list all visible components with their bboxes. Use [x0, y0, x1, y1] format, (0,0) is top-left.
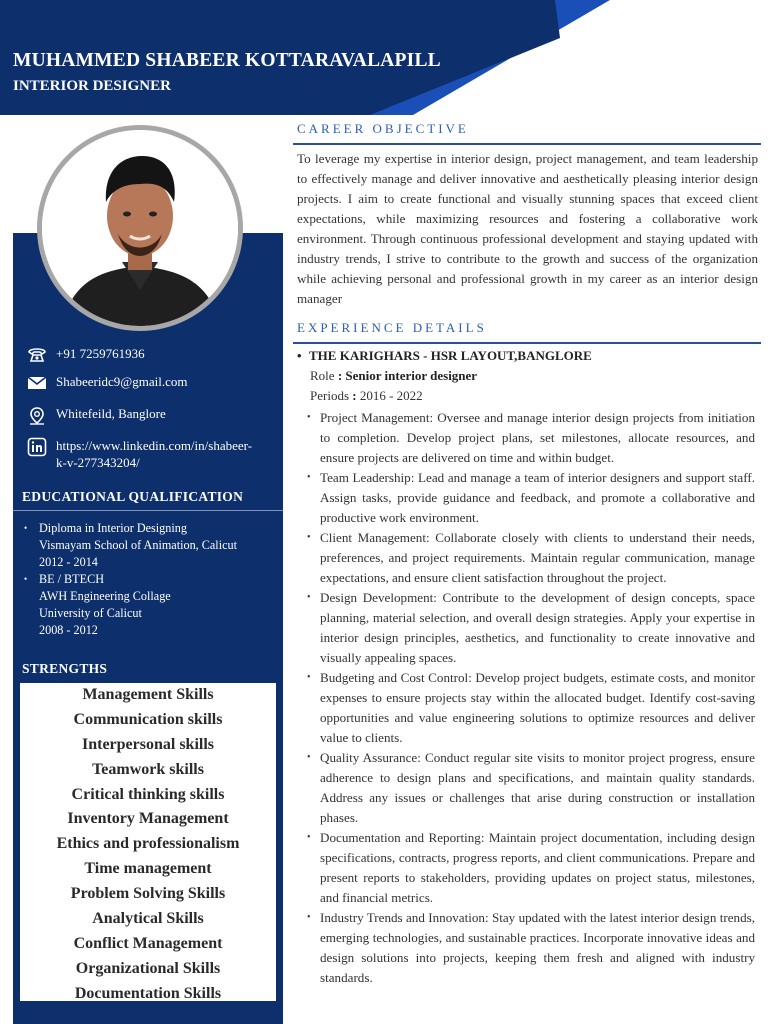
objective-heading: CAREER OBJECTIVE	[297, 121, 469, 136]
strength-item: Ethics and professionalism	[56, 835, 240, 853]
education-years: 2012 - 2014	[39, 555, 98, 569]
profile-photo-frame	[37, 125, 243, 331]
strength-item: Analytical Skills	[92, 910, 204, 928]
strength-item: Critical thinking skills	[71, 785, 225, 803]
linkedin-url[interactable]: https://www.linkedin.com/in/shabeer-k-v-277343204/	[56, 438, 253, 470]
duty-item: • Client Management: Collaborate closely with clients to understand their needs, preferences, and project requirements. Maintain regular communication, manage expectations, and ensure client satisfaction throughout the project.	[307, 528, 755, 588]
duties-list	[307, 408, 755, 988]
strength-item: Conflict Management	[73, 934, 223, 952]
education-university: University of Calicut	[39, 606, 142, 620]
company-name	[297, 348, 592, 364]
role-value: Senior interior designer	[345, 368, 478, 383]
location-pin-icon	[27, 406, 47, 424]
avatar-portrait	[42, 130, 238, 326]
role-label: Role	[310, 368, 335, 383]
linkedin-icon	[27, 437, 47, 455]
duty-item: • Quality Assurance: Conduct regular site visits to monitor project progress, ensure adherence to design plans and specifications, and maintain quality standards. Address any issues or challenges that arise during construction or installation phases.	[307, 748, 755, 828]
education-course: • BE / BTECH	[39, 572, 105, 586]
strength-item: Documentation Skills	[74, 984, 222, 1002]
experience-heading: EXPERIENCE DETAILS	[297, 320, 487, 335]
education-heading: EDUCATIONAL QUALIFICATION	[22, 489, 244, 504]
profile-photo	[42, 130, 238, 326]
education-item	[24, 571, 237, 639]
job-title: INTERIOR DESIGNER	[13, 78, 171, 94]
strength-item: Time management	[84, 860, 212, 878]
education-institution: Vismayam School of Animation, Calicut	[39, 538, 237, 552]
role-colon: :	[337, 368, 346, 383]
period-colon: :	[352, 388, 360, 403]
strength-item: Organizational Skills	[75, 959, 221, 977]
period-value: 2016 - 2022	[359, 388, 423, 403]
location-text: Whitefeild, Banglore	[56, 406, 166, 421]
strength-item: Problem Solving Skills	[70, 885, 226, 903]
role-line	[310, 368, 477, 384]
duty-item: • Industry Trends and Innovation: Stay updated with the latest interior design trends, emerging technologies, and sustainable practices. Incorporate innovative ideas and design solutions into projects, keeping them fresh and aligned with industry standards.	[307, 908, 755, 988]
mail-icon	[27, 374, 47, 392]
experience-divider	[293, 342, 761, 344]
education-years: 2008 - 2012	[39, 623, 98, 637]
duty-item: • Project Management: Oversee and manage interior design projects from initiation to completion. Develop project plans, set milestones, allocate resources, and ensure projects are delivered on time and within budget.	[307, 408, 755, 468]
phone-number[interactable]: +91 7259761936	[56, 346, 145, 361]
strengths-list	[20, 683, 276, 1001]
strength-item: Interpersonal skills	[81, 735, 214, 753]
objective-divider	[293, 143, 761, 145]
email-address[interactable]: Shabeeridc9@gmail.com	[56, 374, 188, 389]
company-label: THE KARIGHARS - HSR LAYOUT,BANGLORE	[309, 348, 592, 363]
phone-icon	[27, 346, 47, 364]
header-banner	[0, 0, 768, 115]
duty-item: • Documentation and Reporting: Maintain project documentation, including design specifications, contracts, progress reports, and client communications. Prepare and present reports to stakeholders, providing updates on project status, milestones, and financial metrics.	[307, 828, 755, 908]
duty-item: • Budgeting and Cost Control: Develop project budgets, estimate costs, and monitor expenses to ensure projects stay within the allocated budget. Identify cost-saving opportunities and value engineering solutions to optimize resources and deliver value to clients.	[307, 668, 755, 748]
strength-item: Communication skills	[73, 710, 223, 728]
candidate-name: MUHAMMED SHABEER KOTTARAVALAPILL	[13, 50, 441, 71]
objective-text: To leverage my expertise in interior design, project management, and team leadership to effectively manage and deliver innovative and aesthetically pleasing interior design projects. I aim to create functional and visually stunning spaces that exceed client expectations, while maximizing resources and fostering a collaborative work environment. Through continuous professional development and staying updated with industry trends, I strive to contribute to the growth and success of the organization while achieving personal and professional growth in my career as an interior design manager	[297, 151, 758, 306]
period-line	[310, 388, 423, 404]
duty-item: • Team Leadership: Lead and manage a team of interior designers and support staff. Assign tasks, provide guidance and feedback, and promote a collaborative and productive work environment.	[307, 468, 755, 528]
education-course: • Diploma in Interior Designing	[39, 521, 187, 535]
period-label: Periods	[310, 388, 349, 403]
company-bullet: •	[297, 348, 302, 363]
strength-item: Teamwork skills	[92, 760, 204, 778]
education-divider	[13, 510, 283, 511]
education-institution: AWH Engineering Collage	[39, 589, 171, 603]
education-list	[24, 520, 237, 639]
strengths-heading: STRENGTHS	[22, 661, 108, 676]
education-item	[24, 520, 237, 571]
strength-item: Management Skills	[82, 686, 214, 703]
strength-item: Inventory Management	[67, 810, 229, 828]
duty-item: • Design Development: Contribute to the development of design concepts, space planning, material selection, and overall design strategies. Apply your expertise in interior design principles, aesthetics, and functionality to create innovative and visually appealing spaces.	[307, 588, 755, 668]
